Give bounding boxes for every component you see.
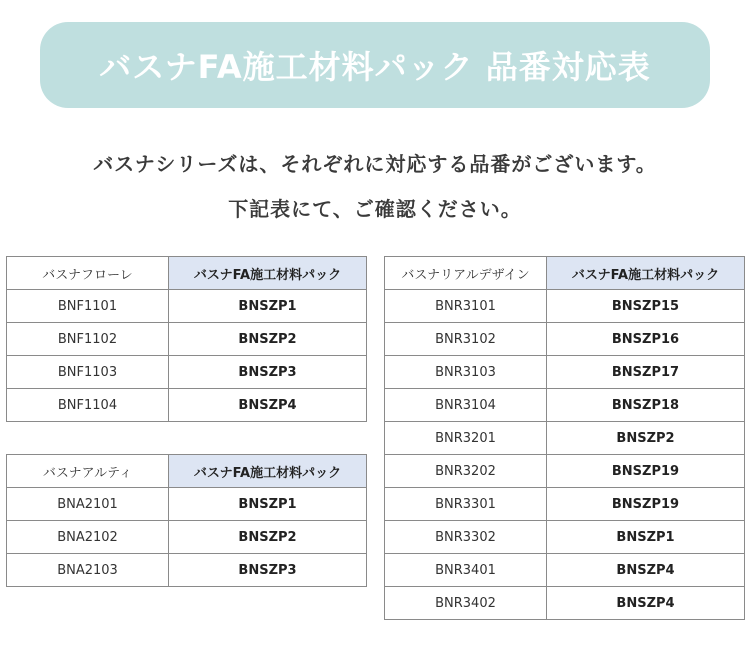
table-row <box>385 323 745 356</box>
table-header-row <box>7 455 367 488</box>
model-number-cell: BNR3104 <box>385 389 547 422</box>
pack-code-cell: BNSZP4 <box>547 587 745 620</box>
pack-code-cell: BNSZP17 <box>547 356 745 389</box>
model-number-cell: BNR3101 <box>385 290 547 323</box>
table-row <box>385 554 745 587</box>
table-row <box>385 521 745 554</box>
table-row <box>7 488 367 521</box>
pack-code-cell: BNSZP1 <box>547 521 745 554</box>
table-basuna-real-design <box>384 256 745 620</box>
table-row <box>385 587 745 620</box>
pack-code-cell: BNSZP3 <box>169 356 367 389</box>
page-title: バスナFA施工材料パック 品番対応表 <box>99 48 651 86</box>
pack-code-cell: BNSZP2 <box>169 323 367 356</box>
pack-code-cell: BNSZP19 <box>547 488 745 521</box>
model-number-cell: BNA2102 <box>7 521 169 554</box>
model-number-cell: BNA2103 <box>7 554 169 587</box>
table-row <box>385 389 745 422</box>
pack-code-cell: BNSZP4 <box>169 389 367 422</box>
table-basuna-flore <box>6 256 367 422</box>
model-number-cell: BNF1104 <box>7 389 169 422</box>
model-number-cell: BNR3301 <box>385 488 547 521</box>
table-header-row <box>7 257 367 290</box>
pack-code-cell: BNSZP16 <box>547 323 745 356</box>
model-number-cell: BNR3202 <box>385 455 547 488</box>
pack-code-cell: BNSZP1 <box>169 488 367 521</box>
pack-code-cell: BNSZP15 <box>547 290 745 323</box>
model-number-cell: BNR3102 <box>385 323 547 356</box>
model-number-cell: BNR3402 <box>385 587 547 620</box>
pack-code-cell: BNSZP19 <box>547 455 745 488</box>
model-number-cell: BNA2101 <box>7 488 169 521</box>
pack-code-cell: BNSZP18 <box>547 389 745 422</box>
intro-line-1: バスナシリーズは、それぞれに対応する品番がございます。 <box>93 152 657 176</box>
series-header: バスナフローレ <box>7 257 169 290</box>
series-header: バスナリアルデザイン <box>385 257 547 290</box>
table-row <box>385 488 745 521</box>
table-row <box>7 521 367 554</box>
pack-code-cell: BNSZP1 <box>169 290 367 323</box>
pack-code-cell: BNSZP3 <box>169 554 367 587</box>
model-number-cell: BNR3103 <box>385 356 547 389</box>
table-row <box>7 323 367 356</box>
table-row <box>7 554 367 587</box>
model-number-cell: BNF1102 <box>7 323 169 356</box>
model-number-cell: BNR3201 <box>385 422 547 455</box>
pack-code-cell: BNSZP4 <box>547 554 745 587</box>
series-header: バスナアルティ <box>7 455 169 488</box>
table-row <box>7 356 367 389</box>
model-number-cell: BNR3401 <box>385 554 547 587</box>
pack-code-cell: BNSZP2 <box>169 521 367 554</box>
model-number-cell: BNF1101 <box>7 290 169 323</box>
pack-header: バスナFA施工材料パック <box>169 455 367 488</box>
table-row <box>385 356 745 389</box>
pack-code-cell: BNSZP2 <box>547 422 745 455</box>
table-row <box>7 389 367 422</box>
model-number-cell: BNR3302 <box>385 521 547 554</box>
page-title-banner <box>40 22 710 108</box>
pack-header: バスナFA施工材料パック <box>169 257 367 290</box>
table-basuna-alti <box>6 454 367 587</box>
model-number-cell: BNF1103 <box>7 356 169 389</box>
pack-header: バスナFA施工材料パック <box>547 257 745 290</box>
table-row <box>385 422 745 455</box>
table-row <box>7 290 367 323</box>
table-row <box>385 455 745 488</box>
table-header-row <box>385 257 745 290</box>
table-row <box>385 290 745 323</box>
intro-line-2: 下記表にて、ご確認ください。 <box>228 197 522 221</box>
